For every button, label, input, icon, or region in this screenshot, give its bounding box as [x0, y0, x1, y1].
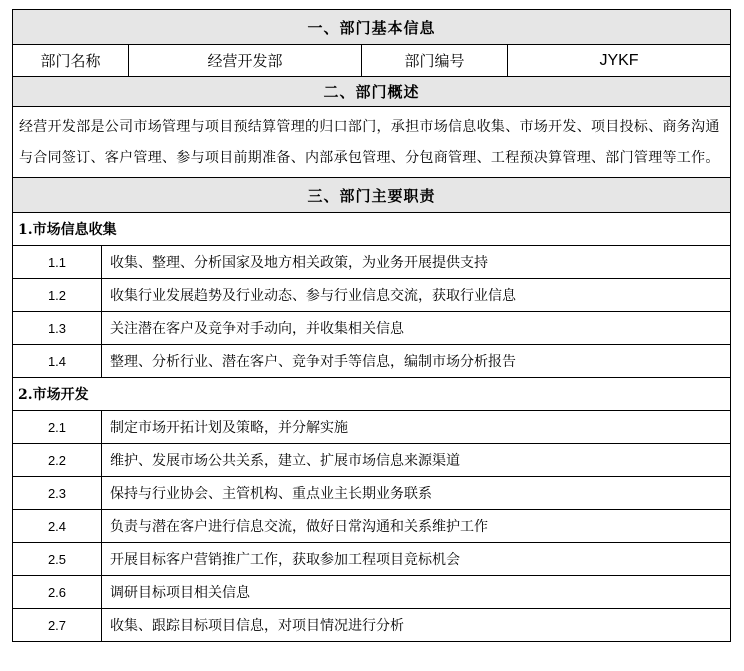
- table-row: [13, 576, 731, 609]
- department-info-table: [12, 9, 731, 642]
- duty-group-title: 2.市场开发: [13, 378, 731, 411]
- duty-number: 2.3: [13, 477, 102, 510]
- dept-code-value[interactable]: JYKF: [508, 45, 731, 77]
- duty-number: 1.1: [13, 246, 102, 279]
- section-basic-info-title: 一、部门基本信息: [13, 10, 731, 45]
- duty-description[interactable]: 收集行业发展趋势及行业动态、参与行业信息交流，获取行业信息: [102, 279, 731, 312]
- dept-name-value[interactable]: 经营开发部: [129, 45, 362, 77]
- table-row: [13, 411, 731, 444]
- duty-description[interactable]: 收集、整理、分析国家及地方相关政策，为业务开展提供支持: [102, 246, 731, 279]
- duty-description[interactable]: 整理、分析行业、潜在客户、竞争对手等信息，编制市场分析报告: [102, 345, 731, 378]
- duty-number: 2.6: [13, 576, 102, 609]
- duty-group-title: 1.市场信息收集: [13, 213, 731, 246]
- duty-number: 2.4: [13, 510, 102, 543]
- duty-number: 1.3: [13, 312, 102, 345]
- table-row: [13, 246, 731, 279]
- duty-description[interactable]: 开展目标客户营销推广工作，获取参加工程项目竞标机会: [102, 543, 731, 576]
- duty-description[interactable]: 调研目标项目相关信息: [102, 576, 731, 609]
- duty-description[interactable]: 收集、跟踪目标项目信息，对项目情况进行分析: [102, 609, 731, 642]
- overview-text[interactable]: 经营开发部是公司市场管理与项目预结算管理的归口部门，承担市场信息收集、市场开发、项目投标、商务沟通与合同签订、客户管理、参与项目前期准备、内部承包管理、分包商管理、工程预决算管理、部门管理等工作。: [13, 107, 731, 178]
- duty-description[interactable]: 维护、发展市场公共关系，建立、扩展市场信息来源渠道: [102, 444, 731, 477]
- duty-number: 2.7: [13, 609, 102, 642]
- table-row: [13, 279, 731, 312]
- table-row: [13, 345, 731, 378]
- duty-number: 2.2: [13, 444, 102, 477]
- duty-number: 1.4: [13, 345, 102, 378]
- duty-number: 1.2: [13, 279, 102, 312]
- duty-number: 2.1: [13, 411, 102, 444]
- duty-description[interactable]: 制定市场开拓计划及策略，并分解实施: [102, 411, 731, 444]
- section-duties-title: 三、部门主要职责: [13, 178, 731, 213]
- duty-description[interactable]: 关注潜在客户及竞争对手动向，并收集相关信息: [102, 312, 731, 345]
- duty-number: 2.5: [13, 543, 102, 576]
- table-row: [13, 543, 731, 576]
- table-row: [13, 609, 731, 642]
- section-overview-title: 二、部门概述: [13, 77, 731, 107]
- dept-name-label: 部门名称: [13, 45, 129, 77]
- table-row: [13, 510, 731, 543]
- dept-code-label: 部门编号: [362, 45, 508, 77]
- table-row: [13, 477, 731, 510]
- duty-description[interactable]: 负责与潜在客户进行信息交流，做好日常沟通和关系维护工作: [102, 510, 731, 543]
- duty-description[interactable]: 保持与行业协会、主管机构、重点业主长期业务联系: [102, 477, 731, 510]
- table-row: [13, 444, 731, 477]
- table-row: [13, 312, 731, 345]
